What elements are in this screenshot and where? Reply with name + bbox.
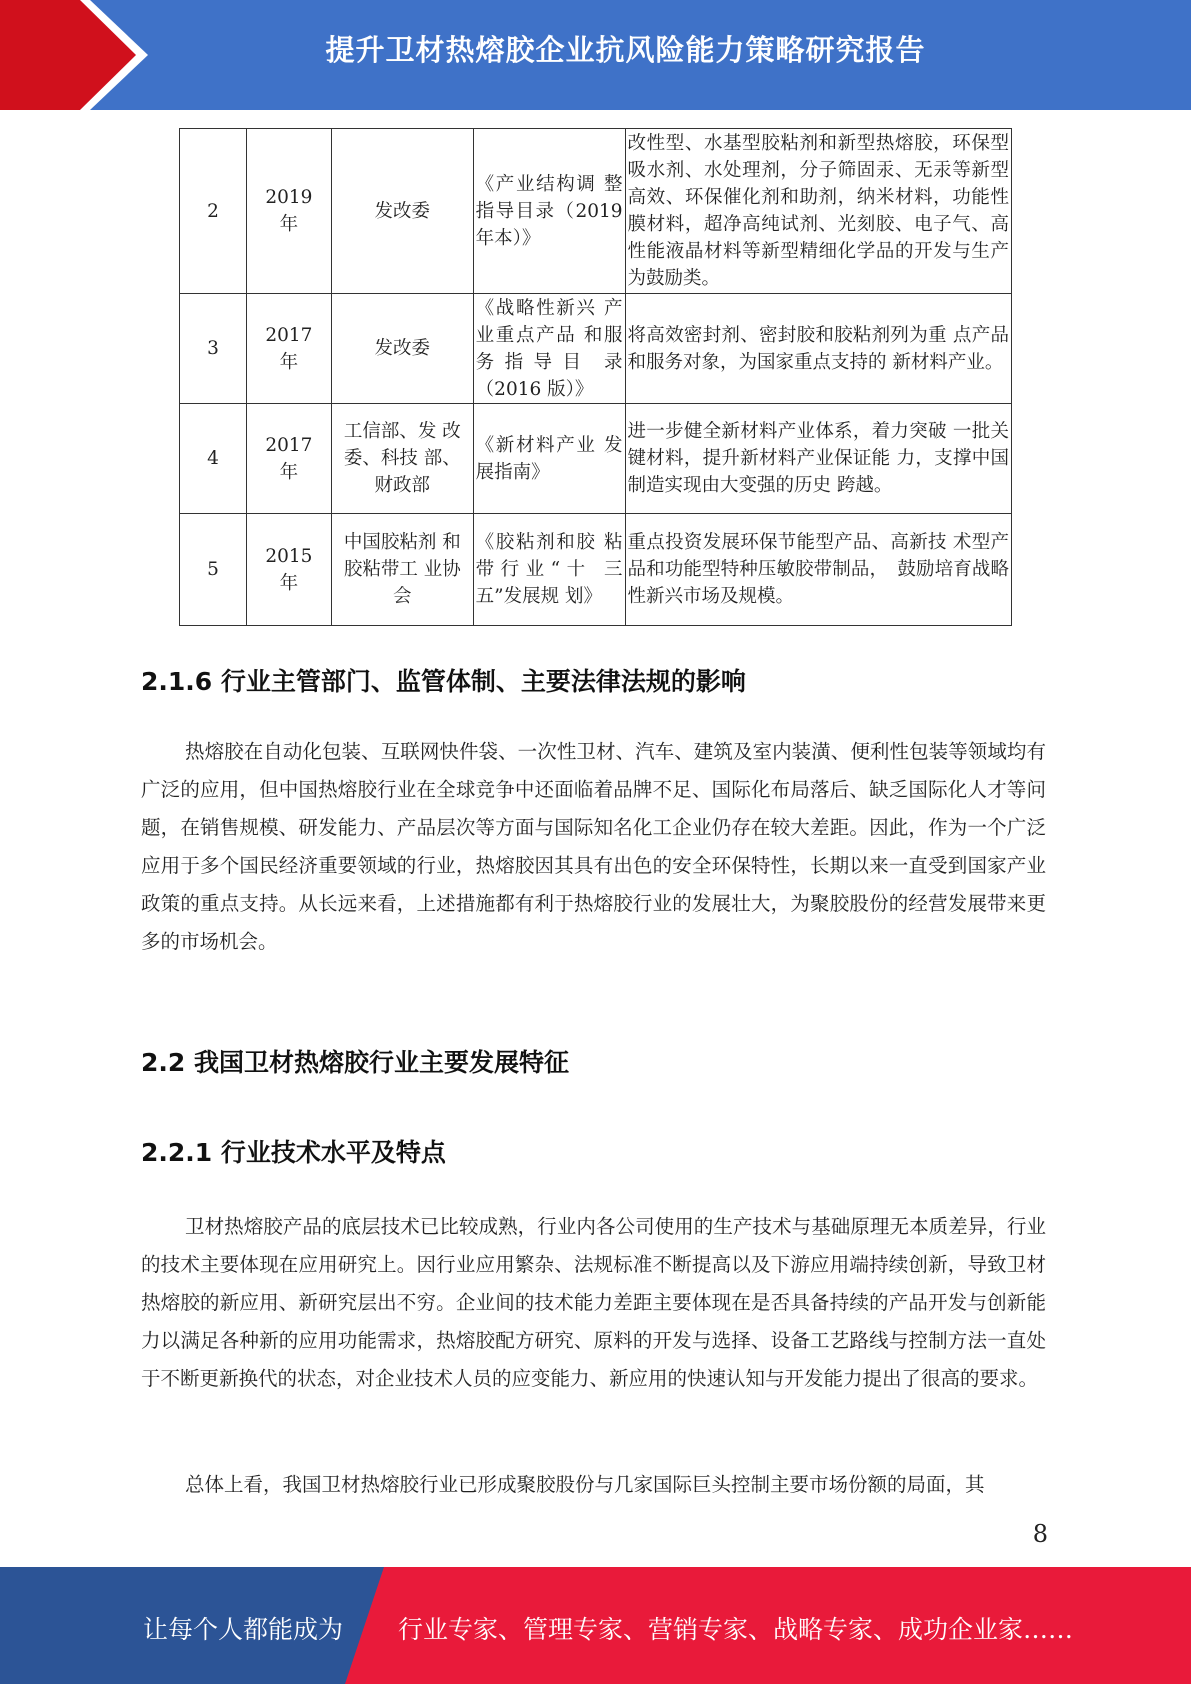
- row-document: 《产业结构调 整指导目录（2019 年本）》: [473, 129, 625, 294]
- page-header: [0, 0, 1191, 110]
- table-row: [180, 129, 1012, 294]
- row-department: 发改委: [331, 294, 473, 404]
- row-year: 2017 年: [246, 404, 331, 514]
- row-description: 将高效密封剂、密封胶和胶粘剂列为重 点产品和服务对象，为国家重点支持的 新材料产业。: [625, 294, 1011, 404]
- row-number: 2: [180, 129, 247, 294]
- paragraph: 热熔胶在自动化包装、互联网快件袋、一次性卫材、汽车、建筑及室内装潢、便利性包装等领域均有广泛的应用，但中国热熔胶行业在全球竞争中还面临着品牌不足、国际化布局落后、缺乏国际化人才等问题，在销售规模、研发能力、产品层次等方面与国际知名化工企业仍存在较大差距。因此，作为一个广泛应用于多个国民经济重要领域的行业，热熔胶因其具有出色的安全环保特性，长期以来一直受到国家产业政策的重点支持。从长远来看，上述措施都有利于热熔胶行业的发展壮大，为聚胶股份的经营发展带来更多的市场机会。: [141, 740, 1046, 953]
- row-year: 2019 年: [246, 129, 331, 294]
- paragraph: 卫材热熔胶产品的底层技术已比较成熟，行业内各公司使用的生产技术与基础原理无本质差异，行业的技术主要体现在应用研究上。因行业应用繁杂、法规标准不断提高以及下游应用端持续创新，导致卫材热熔胶的新应用、新研究层出不穷。企业间的技术能力差距主要体现在是否具备持续的产品开发与创新能力以满足各种新的应用功能需求，热熔胶配方研究、原料的开发与选择、设备工艺路线与控制方法一直处于不断更新换代的状态，对企业技术人员的应变能力、新应用的快速认知与开发能力提出了很高的要求。: [141, 1215, 1046, 1390]
- section-heading-2-2: 2.2 我国卫材热熔胶行业主要发展特征: [141, 1048, 569, 1077]
- row-document: 《战略性新兴 产业重点产品 和服务 指 导 目 录（2016 版）》: [473, 294, 625, 404]
- row-document: 《胶粘剂和胶 粘带行业“十 三五”发展规 划》: [473, 514, 625, 626]
- table-row: [180, 404, 1012, 514]
- row-description: 进一步健全新材料产业体系，着力突破 一批关键材料，提升新材料产业保证能 力，支撑中国制造实现由大变强的历史 跨越。: [625, 404, 1011, 514]
- footer-slogan-left: 让每个人都能成为: [143, 1615, 344, 1644]
- row-department: 工信部、发 改委、科技 部、财政部: [331, 404, 473, 514]
- table-row: [180, 514, 1012, 626]
- header-arrow-decoration: [0, 0, 160, 110]
- row-number: 4: [180, 404, 247, 514]
- row-year: 2015 年: [246, 514, 331, 626]
- paragraph: 总体上看，我国卫材热熔胶行业已形成聚胶股份与几家国际巨头控制主要市场份额的局面，其: [185, 1473, 985, 1496]
- section-heading-2-2-1: 2.2.1 行业技术水平及特点: [141, 1138, 446, 1167]
- section-heading-2-1-6: 2.1.6 行业主管部门、监管体制、主要法律法规的影响: [141, 667, 746, 696]
- row-description: 重点投资发展环保节能型产品、高新技 术型产品和功能型特种压敏胶带制品， 鼓励培育战略性新兴市场及规模。: [625, 514, 1011, 626]
- policy-table: [179, 128, 1012, 626]
- row-description: 改性型、水基型胶粘剂和新型热熔胶，环保型吸水剂、水处理剂，分子筛固汞、无汞等新型高效、环保催化剂和助剂，纳米材料，功能性膜材料，超净高纯试剂、光刻胶、电子气、高性能液晶材料等新型精细化学品的开发与生产为鼓励类。: [625, 129, 1011, 294]
- footer-slogan-right: 行业专家、管理专家、营销专家、战略专家、成功企业家……: [398, 1615, 1074, 1644]
- row-year: 2017 年: [246, 294, 331, 404]
- row-number: 3: [180, 294, 247, 404]
- row-number: 5: [180, 514, 247, 626]
- page-number: 8: [1032, 1520, 1048, 1548]
- page-footer: [0, 1567, 1191, 1684]
- table-row: [180, 294, 1012, 404]
- report-title: 提升卫材热熔胶企业抗风险能力策略研究报告: [325, 33, 926, 67]
- row-document: 《新材料产业 发展指南》: [473, 404, 625, 514]
- row-department: 中国胶粘剂 和胶粘带工 业协会: [331, 514, 473, 626]
- row-department: 发改委: [331, 129, 473, 294]
